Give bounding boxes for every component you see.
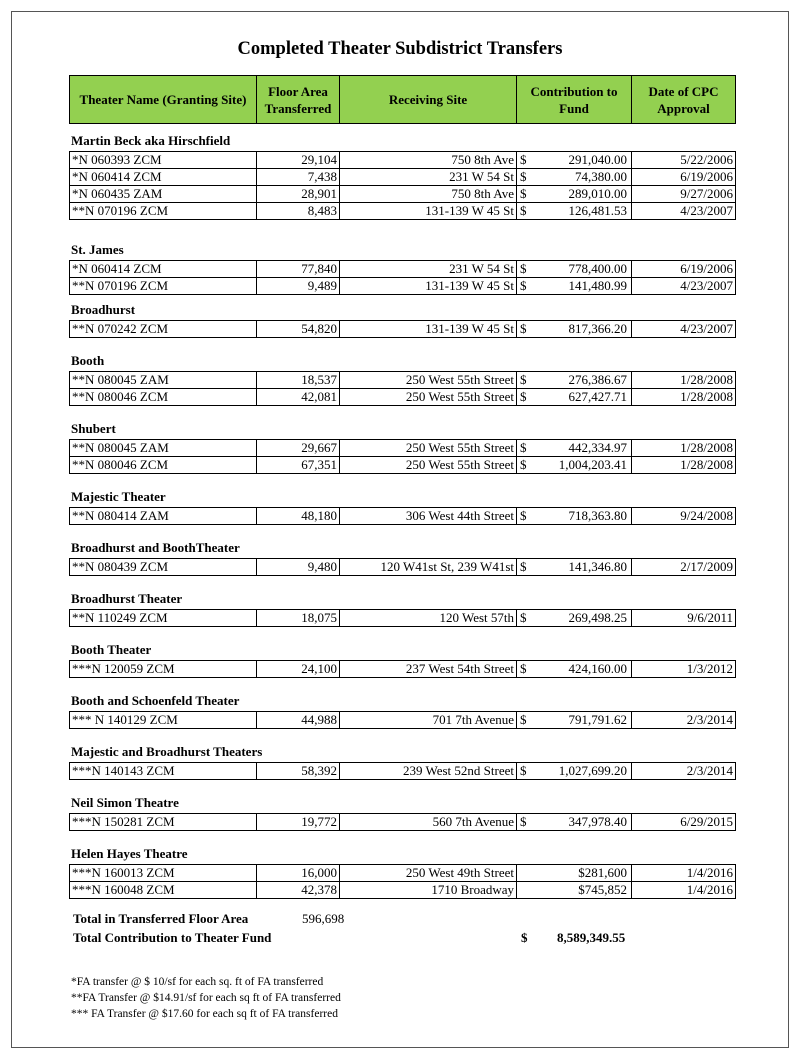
- total-fund-currency: $: [521, 930, 528, 945]
- footnote-2: **FA Transfer @ $14.91/sf for each sq ft of FA transferred: [71, 992, 341, 1004]
- document-page: [11, 11, 789, 1048]
- application-id-cell: *N 060414 ZCM: [70, 169, 257, 186]
- header-receiving-site: Receiving Site: [340, 76, 517, 124]
- section-title: Booth and Schoenfeld Theater: [71, 693, 240, 708]
- floor-area-cell: 19,772: [257, 814, 340, 831]
- application-id-cell: ***N 150281 ZCM: [70, 814, 257, 831]
- currency-symbol: $: [520, 152, 527, 167]
- application-id-cell: **N 070242 ZCM: [70, 321, 257, 338]
- application-id-cell: ***N 160013 ZCM: [70, 865, 257, 882]
- contribution-cell: [517, 389, 632, 406]
- receiving-site-cell: 250 West 55th Street: [340, 372, 517, 389]
- total-fund-label: Total Contribution to Theater Fund: [73, 930, 272, 945]
- contribution-cell: [517, 508, 632, 525]
- section-table: [69, 609, 736, 627]
- floor-area-cell: 9,489: [257, 278, 340, 295]
- cpc-date-cell: 9/27/2006: [632, 186, 736, 203]
- contribution-cell: [517, 261, 632, 278]
- table-row: [70, 865, 736, 882]
- header-theater-name: Theater Name (Granting Site): [70, 76, 257, 124]
- currency-symbol: $: [520, 440, 527, 455]
- contribution-cell: [517, 763, 632, 780]
- section-table: [69, 864, 736, 899]
- cpc-date-cell: 2/3/2014: [632, 712, 736, 729]
- currency-symbol: $: [520, 508, 527, 523]
- cpc-date-cell: 5/22/2006: [632, 152, 736, 169]
- application-id-cell: **N 080046 ZCM: [70, 457, 257, 474]
- contribution-amount: 141,346.80: [568, 559, 627, 574]
- contribution-amount: 289,010.00: [568, 186, 627, 201]
- contribution-amount: 1,027,699.20: [558, 763, 627, 778]
- page-title: Completed Theater Subdistrict Transfers: [237, 39, 563, 59]
- contribution-amount: 126,481.53: [568, 203, 627, 218]
- contribution-amount: 347,978.40: [568, 814, 627, 829]
- table-row: [70, 882, 736, 899]
- contribution-amount: 269,498.25: [568, 610, 627, 625]
- currency-symbol: $: [520, 559, 527, 574]
- currency-symbol: $: [520, 712, 527, 727]
- currency-symbol: $: [520, 610, 527, 625]
- floor-area-cell: 67,351: [257, 457, 340, 474]
- cpc-date-cell: 1/28/2008: [632, 389, 736, 406]
- table-row: [70, 203, 736, 220]
- application-id-cell: **N 080414 ZAM: [70, 508, 257, 525]
- floor-area-cell: 16,000: [257, 865, 340, 882]
- section-table: [69, 762, 736, 780]
- cpc-date-cell: 2/3/2014: [632, 763, 736, 780]
- contribution-cell: [517, 152, 632, 169]
- receiving-site-cell: 750 8th Ave: [340, 186, 517, 203]
- contribution-cell: [517, 203, 632, 220]
- contribution-cell: [517, 278, 632, 295]
- application-id-cell: *** N 140129 ZCM: [70, 712, 257, 729]
- currency-symbol: $: [520, 261, 527, 276]
- section-table: [69, 260, 736, 295]
- receiving-site-cell: 250 West 55th Street: [340, 389, 517, 406]
- cpc-date-cell: 1/28/2008: [632, 372, 736, 389]
- contribution-amount: 1,004,203.41: [558, 457, 627, 472]
- table-row: [70, 661, 736, 678]
- currency-symbol: $: [520, 278, 527, 293]
- table-row: [70, 389, 736, 406]
- section-table: [69, 660, 736, 678]
- section-table: [69, 371, 736, 406]
- contribution-cell: [517, 814, 632, 831]
- cpc-date-cell: 1/3/2012: [632, 661, 736, 678]
- receiving-site-cell: 750 8th Ave: [340, 152, 517, 169]
- cpc-date-cell: 6/19/2006: [632, 169, 736, 186]
- receiving-site-cell: 131-139 W 45 St: [340, 321, 517, 338]
- currency-symbol: $: [520, 763, 527, 778]
- application-id-cell: **N 080439 ZCM: [70, 559, 257, 576]
- receiving-site-cell: 120 W41st St, 239 W41st: [340, 559, 517, 576]
- table-row: [70, 321, 736, 338]
- section-title: Broadhurst Theater: [71, 591, 183, 606]
- floor-area-cell: 42,081: [257, 389, 340, 406]
- application-id-cell: *N 060435 ZAM: [70, 186, 257, 203]
- receiving-site-cell: 306 West 44th Street: [340, 508, 517, 525]
- floor-area-cell: 9,480: [257, 559, 340, 576]
- table-row: [70, 610, 736, 627]
- section-title: Martin Beck aka Hirschfield: [71, 133, 231, 148]
- contribution-amount: 778,400.00: [568, 261, 627, 276]
- cpc-date-cell: 4/23/2007: [632, 321, 736, 338]
- receiving-site-cell: 1710 Broadway: [340, 882, 517, 899]
- section-title: Broadhurst: [71, 302, 136, 317]
- currency-symbol: $: [520, 389, 527, 404]
- contribution-amount: 424,160.00: [568, 661, 627, 676]
- receiving-site-cell: 560 7th Avenue: [340, 814, 517, 831]
- contribution-cell: [517, 457, 632, 474]
- floor-area-cell: 48,180: [257, 508, 340, 525]
- table-row: [70, 372, 736, 389]
- cpc-date-cell: 6/29/2015: [632, 814, 736, 831]
- cpc-date-cell: 1/4/2016: [632, 865, 736, 882]
- contribution-cell: [517, 169, 632, 186]
- cpc-date-cell: 1/28/2008: [632, 440, 736, 457]
- floor-area-cell: 8,483: [257, 203, 340, 220]
- application-id-cell: ***N 120059 ZCM: [70, 661, 257, 678]
- contribution-cell: [517, 372, 632, 389]
- total-fund-value: 8,589,349.55: [557, 930, 626, 945]
- section-title: Shubert: [71, 421, 116, 436]
- contribution-cell: [517, 882, 632, 899]
- section-table: [69, 558, 736, 576]
- table-row: [70, 457, 736, 474]
- contribution-cell: [517, 610, 632, 627]
- floor-area-cell: 44,988: [257, 712, 340, 729]
- table-row: [70, 261, 736, 278]
- table-row: [70, 712, 736, 729]
- receiving-site-cell: 131-139 W 45 St: [340, 203, 517, 220]
- section-table: [69, 711, 736, 729]
- application-id-cell: **N 070196 ZCM: [70, 203, 257, 220]
- contribution-amount: 627,427.71: [568, 389, 627, 404]
- cpc-date-cell: 1/4/2016: [632, 882, 736, 899]
- total-area-value: 596,698: [302, 911, 345, 926]
- section-table: [69, 320, 736, 338]
- table-row: [70, 508, 736, 525]
- floor-area-cell: 54,820: [257, 321, 340, 338]
- receiving-site-cell: 250 West 55th Street: [340, 457, 517, 474]
- application-id-cell: **N 080046 ZCM: [70, 389, 257, 406]
- application-id-cell: **N 080045 ZAM: [70, 372, 257, 389]
- receiving-site-cell: 239 West 52nd Street: [340, 763, 517, 780]
- floor-area-cell: 24,100: [257, 661, 340, 678]
- currency-symbol: $: [520, 457, 527, 472]
- cpc-date-cell: 6/19/2006: [632, 261, 736, 278]
- contribution-cell: [517, 321, 632, 338]
- contribution-cell: [517, 559, 632, 576]
- currency-symbol: $: [520, 321, 527, 336]
- section-title: Neil Simon Theatre: [71, 795, 179, 810]
- floor-area-cell: 77,840: [257, 261, 340, 278]
- cpc-date-cell: 4/23/2007: [632, 278, 736, 295]
- total-area-label: Total in Transferred Floor Area: [73, 911, 249, 926]
- contribution-cell: [517, 865, 632, 882]
- cpc-date-cell: 9/24/2008: [632, 508, 736, 525]
- floor-area-cell: 28,901: [257, 186, 340, 203]
- contribution-amount: 276,386.67: [568, 372, 627, 387]
- section-title: Booth Theater: [71, 642, 152, 657]
- table-row: [70, 278, 736, 295]
- currency-symbol: $: [520, 203, 527, 218]
- floor-area-cell: 18,075: [257, 610, 340, 627]
- application-id-cell: **N 110249 ZCM: [70, 610, 257, 627]
- receiving-site-cell: 131-139 W 45 St: [340, 278, 517, 295]
- currency-symbol: $: [520, 661, 527, 676]
- contribution-amount: 817,366.20: [568, 321, 627, 336]
- section-title: Helen Hayes Theatre: [71, 846, 188, 861]
- table-header: [69, 75, 736, 124]
- contribution-amount: 791,791.62: [568, 712, 627, 727]
- floor-area-cell: 18,537: [257, 372, 340, 389]
- header-contribution: Contribution to Fund: [517, 76, 632, 124]
- table-row: [70, 169, 736, 186]
- contribution-cell: [517, 661, 632, 678]
- receiving-site-cell: 231 W 54 St: [340, 261, 517, 278]
- contribution-amount: 74,380.00: [575, 169, 627, 184]
- contribution-amount: 442,334.97: [568, 440, 627, 455]
- application-id-cell: **N 080045 ZAM: [70, 440, 257, 457]
- cpc-date-cell: 4/23/2007: [632, 203, 736, 220]
- application-id-cell: ***N 160048 ZCM: [70, 882, 257, 899]
- floor-area-cell: 42,378: [257, 882, 340, 899]
- cpc-date-cell: 9/6/2011: [632, 610, 736, 627]
- table-row: [70, 559, 736, 576]
- receiving-site-cell: 701 7th Avenue: [340, 712, 517, 729]
- receiving-site-cell: 120 West 57th: [340, 610, 517, 627]
- floor-area-cell: 29,104: [257, 152, 340, 169]
- footnote-1: *FA transfer @ $ 10/sf for each sq. ft of FA transferred: [71, 976, 324, 988]
- section-table: [69, 151, 736, 220]
- contribution-amount: 291,040.00: [568, 152, 627, 167]
- receiving-site-cell: 237 West 54th Street: [340, 661, 517, 678]
- currency-symbol: $: [520, 186, 527, 201]
- section-title: Majestic Theater: [71, 489, 166, 504]
- currency-symbol: $: [520, 169, 527, 184]
- cpc-date-cell: 1/28/2008: [632, 457, 736, 474]
- receiving-site-cell: 250 West 49th Street: [340, 865, 517, 882]
- currency-symbol: $: [520, 372, 527, 387]
- table-row: [70, 814, 736, 831]
- application-id-cell: *N 060393 ZCM: [70, 152, 257, 169]
- footnote-3: *** FA Transfer @ $17.60 for each sq ft of FA transferred: [71, 1008, 338, 1020]
- floor-area-cell: 58,392: [257, 763, 340, 780]
- application-id-cell: ***N 140143 ZCM: [70, 763, 257, 780]
- section-title: Majestic and Broadhurst Theaters: [71, 744, 263, 759]
- table-row: [70, 152, 736, 169]
- currency-symbol: $: [520, 814, 527, 829]
- contribution-cell: [517, 712, 632, 729]
- contribution-amount: 718,363.80: [568, 508, 627, 523]
- section-title: St. James: [71, 242, 124, 257]
- cpc-date-cell: 2/17/2009: [632, 559, 736, 576]
- section-title: Booth: [71, 353, 105, 368]
- application-id-cell: **N 070196 ZCM: [70, 278, 257, 295]
- application-id-cell: *N 060414 ZCM: [70, 261, 257, 278]
- contribution-amount: 141,480.99: [568, 278, 627, 293]
- table-row: [70, 763, 736, 780]
- floor-area-cell: 7,438: [257, 169, 340, 186]
- section-table: [69, 507, 736, 525]
- contribution-cell: [517, 440, 632, 457]
- section-table: [69, 813, 736, 831]
- receiving-site-cell: 250 West 55th Street: [340, 440, 517, 457]
- header-floor-area: Floor Area Transferred: [257, 76, 340, 124]
- section-table: [69, 439, 736, 474]
- contribution-amount: $281,600: [578, 865, 627, 880]
- contribution-cell: [517, 186, 632, 203]
- receiving-site-cell: 231 W 54 St: [340, 169, 517, 186]
- section-title: Broadhurst and BoothTheater: [71, 540, 240, 555]
- header-cpc-date: Date of CPC Approval: [632, 76, 736, 124]
- floor-area-cell: 29,667: [257, 440, 340, 457]
- contribution-amount: $745,852: [578, 882, 627, 897]
- table-row: [70, 186, 736, 203]
- table-row: [70, 440, 736, 457]
